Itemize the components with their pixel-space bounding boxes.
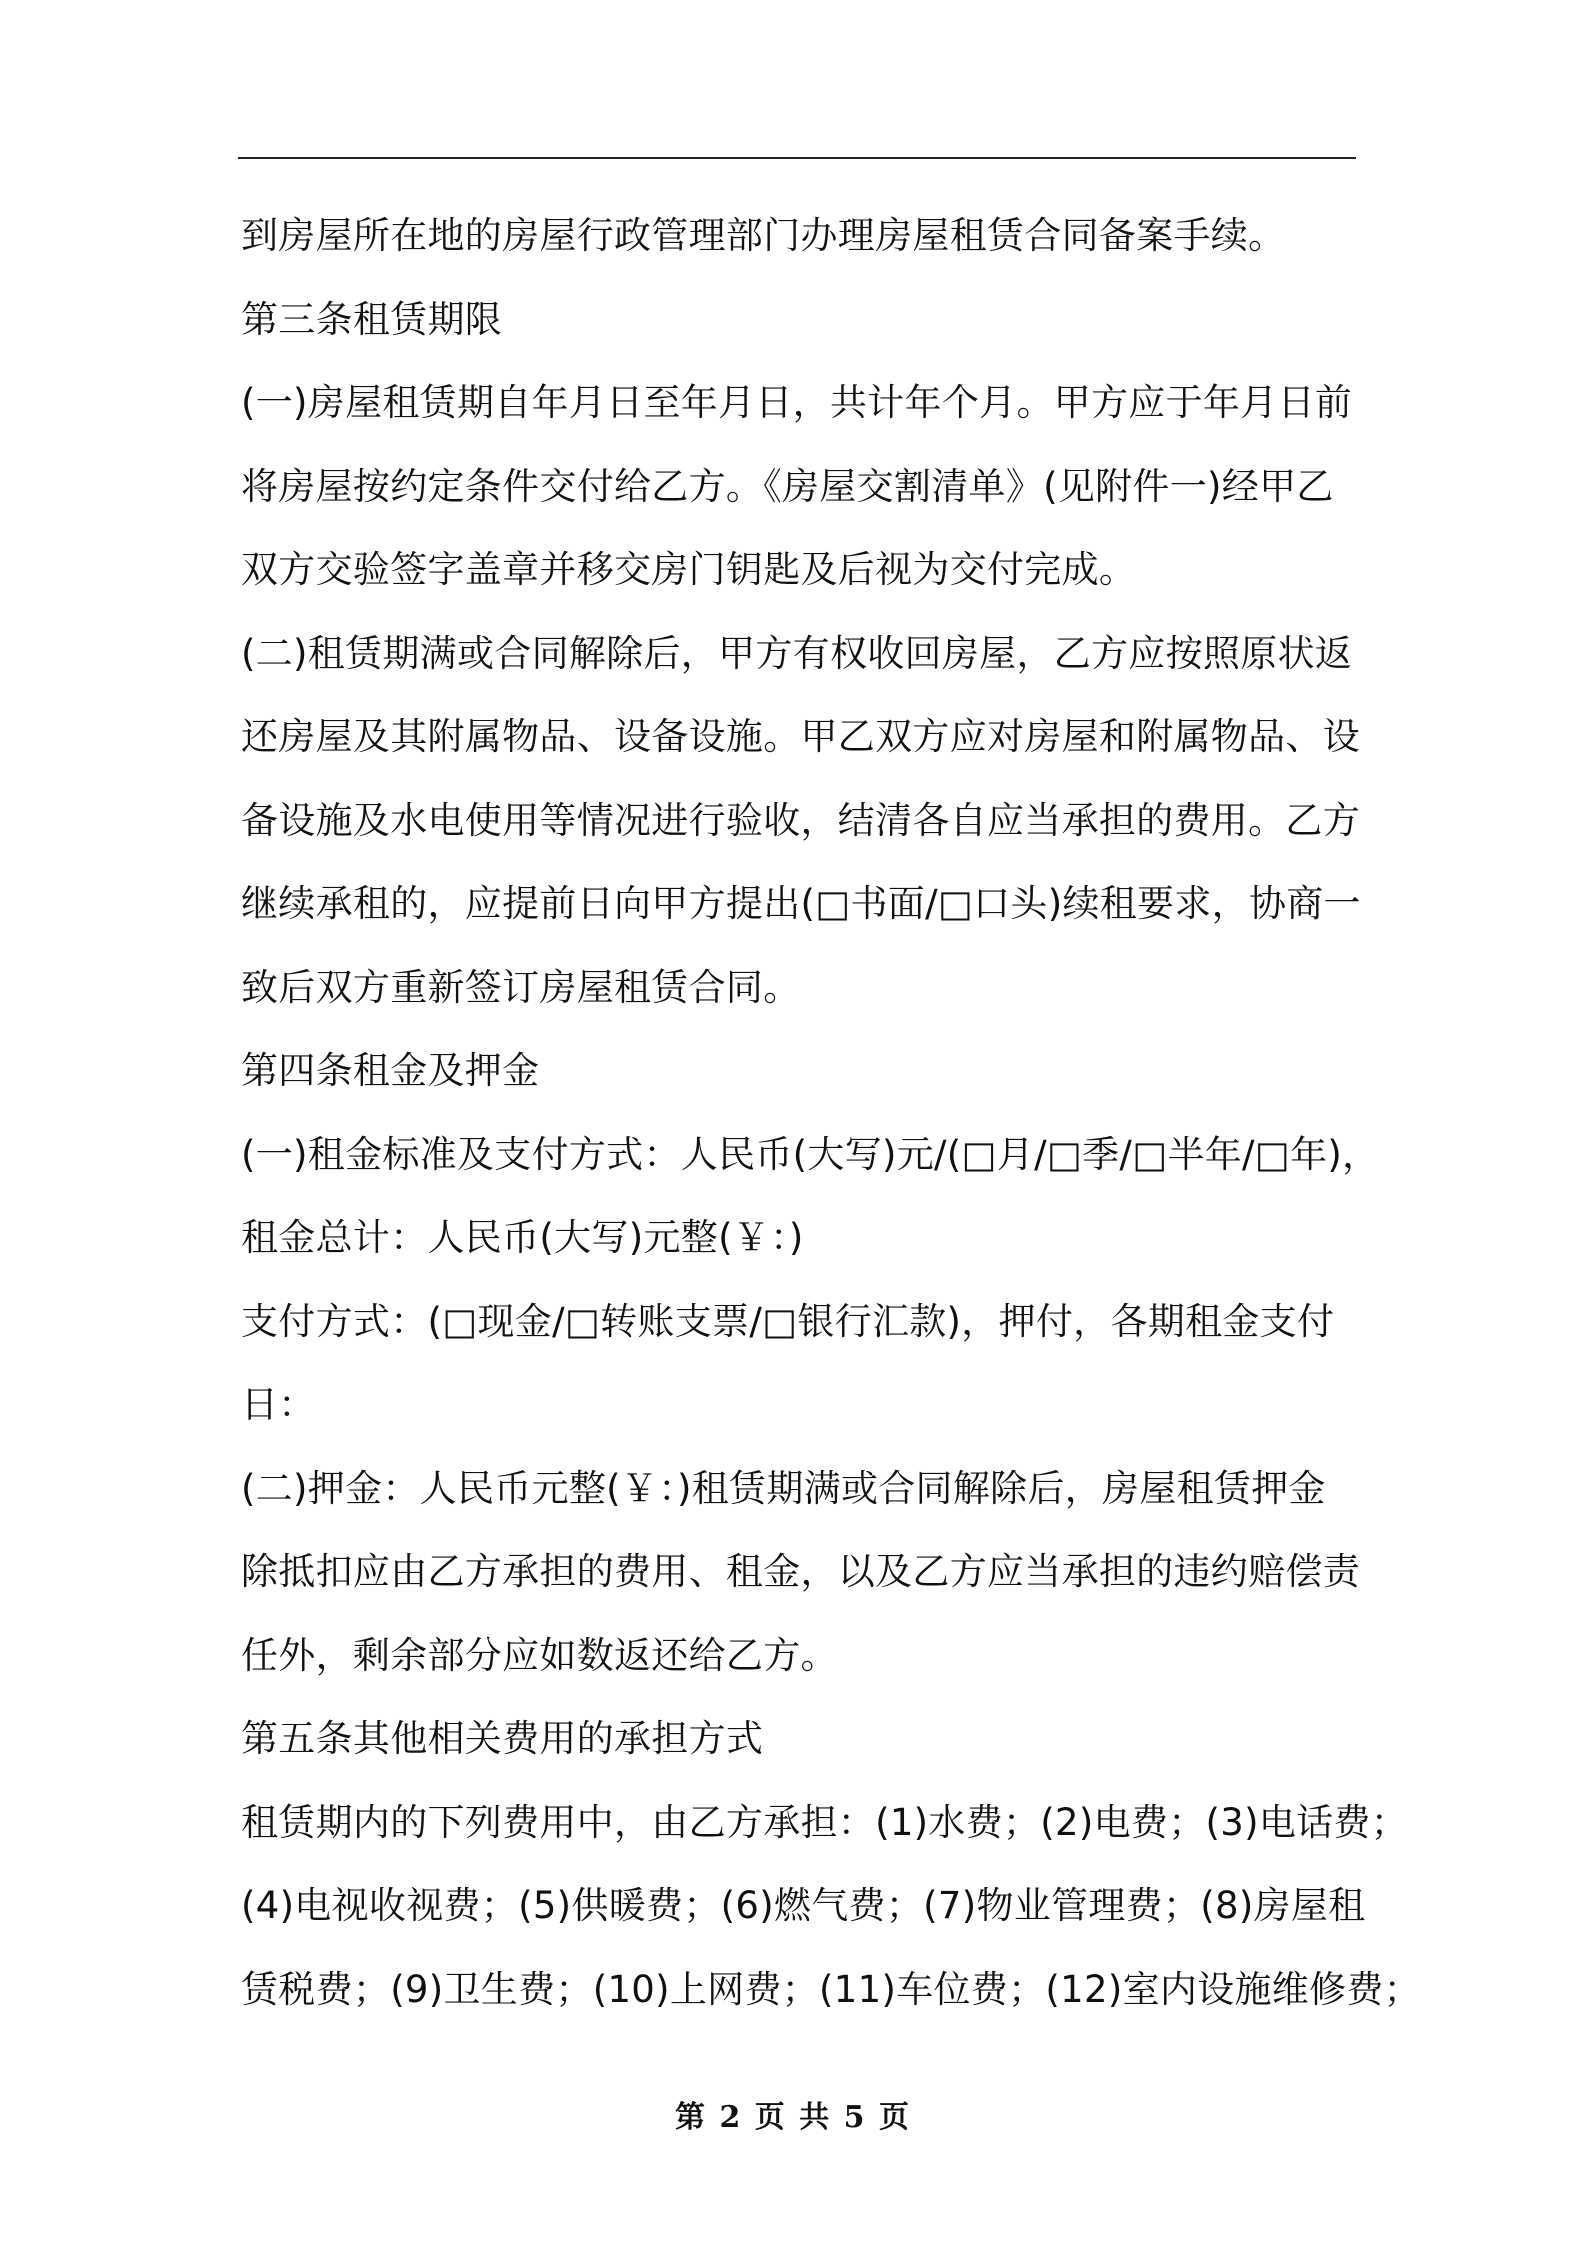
text-line: 赁税费；(9)卫生费；(10)上网费；(11)车位费；(12)室内设施维修费； — [241, 1967, 1421, 2011]
text-line: 日： — [241, 1383, 316, 1426]
text-line: 双方交验签字盖章并移交房门钥匙及后视为交付完成。 — [241, 548, 1137, 591]
section-heading: 第四条租金及押金 — [241, 1049, 540, 1092]
text-line: 支付方式：(□现金/□转账支票/□银行汇款)，押付，各期租金支付 — [241, 1299, 1335, 1343]
page-number: 第 2 页 共 5 页 — [675, 2100, 911, 2135]
text-line: (二)押金：人民币元整(￥：)租赁期满或合同解除后，房屋租赁押金 — [241, 1466, 1326, 1510]
text-line: 备设施及水电使用等情况进行验收，结清各自应当承担的费用。乙方 — [241, 798, 1360, 842]
section-heading: 第三条租赁期限 — [241, 297, 503, 341]
text-line: (二)租赁期满或合同解除后，甲方有权收回房屋，乙方应按照原状返 — [241, 631, 1353, 675]
text-line: (一)房屋租赁期自年月日至年月日，共计年个月。甲方应于年月日前 — [241, 381, 1353, 424]
text-line: 到房屋所在地的房屋行政管理部门办理房屋租赁合同备案手续。 — [241, 214, 1286, 257]
text-line: (4)电视收视费；(5)供暖费；(6)燃气费；(7)物业管理费；(8)房屋租 — [241, 1884, 1366, 1927]
section-heading: 第五条其他相关费用的承担方式 — [241, 1717, 764, 1760]
text-line: 租金总计：人民币(大写)元整(￥：) — [241, 1216, 804, 1259]
text-line: 租赁期内的下列费用中，由乙方承担：(1)水费；(2)电费；(3)电话费； — [241, 1800, 1409, 1844]
text-line: 继续承租的，应提前日向甲方提出(□书面/□口头)续租要求，协商一 — [241, 882, 1361, 925]
header-rule — [238, 157, 1356, 159]
document-body — [241, 194, 1421, 2031]
text-line: 还房屋及其附属物品、设备设施。甲乙双方应对房屋和附属物品、设 — [241, 715, 1360, 758]
text-line: (一)租金标准及支付方式：人民币(大写)元/(□月/□季/□半年/□年)， — [241, 1132, 1380, 1176]
text-line: 任外，剩余部分应如数返还给乙方。 — [241, 1633, 838, 1677]
text-line: 将房屋按约定条件交付给乙方。《房屋交割清单》(见附件一)经甲乙 — [241, 464, 1334, 508]
text-line: 致后双方重新签订房屋租赁合同。 — [241, 965, 801, 1009]
text-line: 除抵扣应由乙方承担的费用、租金，以及乙方应当承担的违约赔偿责 — [241, 1550, 1360, 1593]
